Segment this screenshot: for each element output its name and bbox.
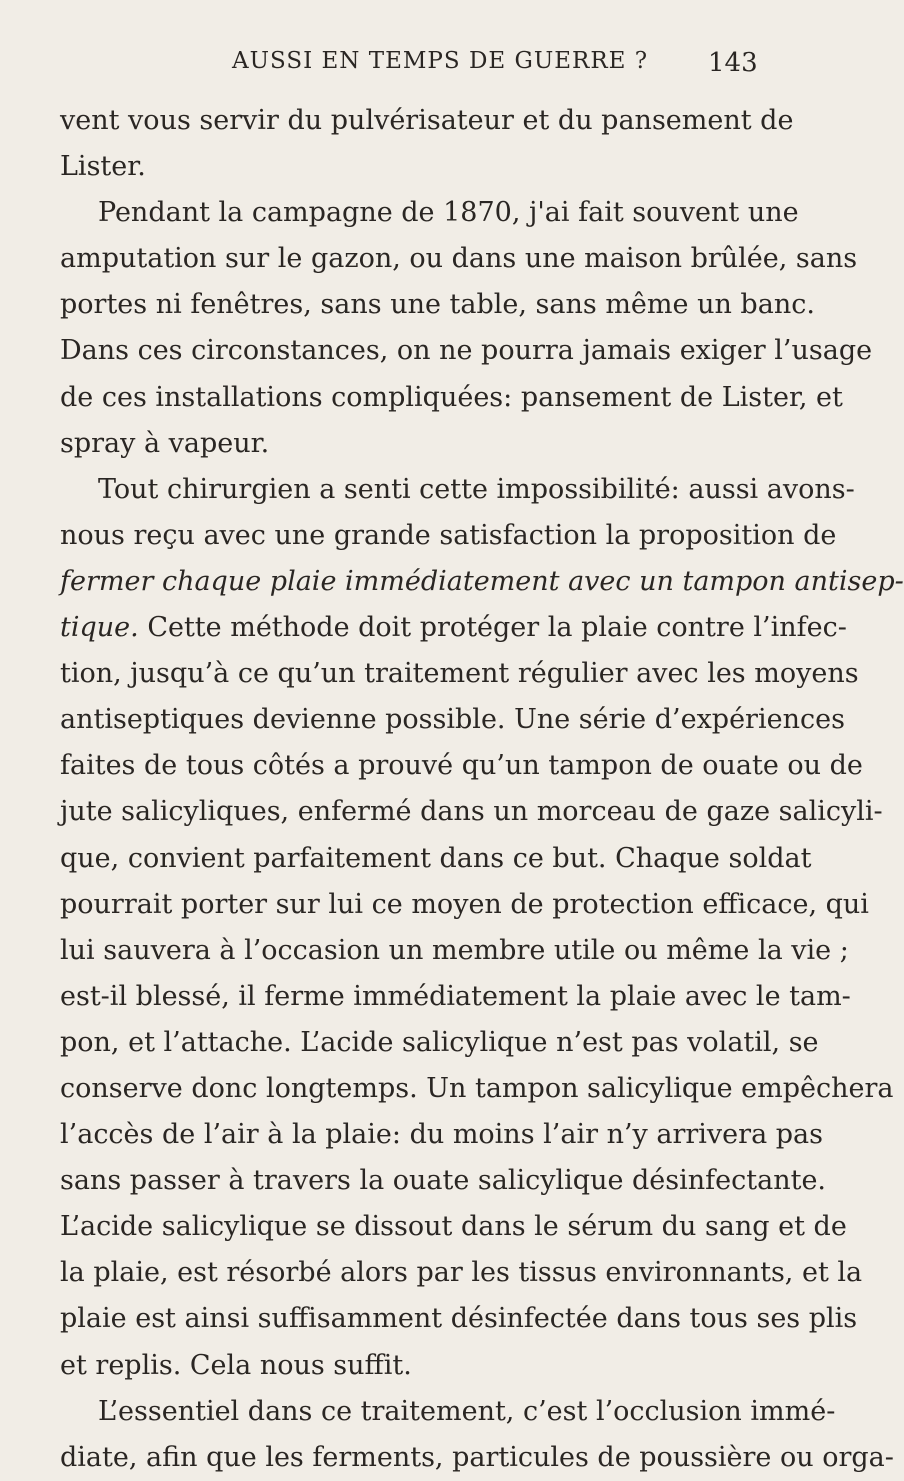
text-fragment: Cette méthode doit protéger la plaie contre l’infec- <box>138 612 847 644</box>
text-line: est-il blessé, il ferme immédiatement la plaie avec le tam- <box>60 980 851 1012</box>
text-line: la plaie, est résorbé alors par les tissus environnants, et la <box>60 1257 863 1289</box>
text-line: pon, et l’attache. L’acide salicylique n’est pas volatil, se <box>60 1026 819 1058</box>
body-text <box>60 98 904 1481</box>
text-line: sans passer à travers la ouate salicylique désinfectante. <box>60 1165 827 1197</box>
text-line: faites de tous côtés a prouvé qu’un tampon de ouate ou de <box>60 750 863 782</box>
text-line: diate, afin que les ferments, particules de poussière ou orga- <box>60 1441 894 1473</box>
running-title: AUSSI EN TEMPS DE GUERRE ? <box>232 48 649 74</box>
text-line: L’acide salicylique se dissout dans le sérum du sang et de <box>60 1211 847 1243</box>
text-line: nous reçu avec une grande satisfaction la proposition de <box>60 519 837 551</box>
text-line: pourrait porter sur lui ce moyen de protection efficace, qui <box>60 888 869 920</box>
text-line: l’accès de l’air à la plaie: du moins l’air n’y arrivera pas <box>60 1119 823 1151</box>
text-line: plaie est ainsi suffisamment désinfectée dans tous ses plis <box>60 1303 858 1335</box>
text-line: Pendant la campagne de 1870, j'ai fait souvent une <box>98 197 799 229</box>
text-line: L’essentiel dans ce traitement, c’est l’occlusion immé- <box>98 1395 836 1427</box>
text-line: Lister. <box>60 151 146 183</box>
text-line: et replis. Cela nous suffit. <box>60 1349 412 1381</box>
text-line: Dans ces circonstances, on ne pourra jamais exiger l’usage <box>60 335 873 367</box>
text-line: que, convient parfaitement dans ce but. Chaque soldat <box>60 842 812 874</box>
text-line: tion, jusqu’à ce qu’un traitement régulier avec les moyens <box>60 658 859 690</box>
text-line <box>60 605 847 651</box>
text-line: lui sauvera à l’occasion un membre utile ou même la vie ; <box>60 934 849 966</box>
text-line: spray à vapeur. <box>60 427 270 459</box>
text-line: fermer chaque plaie immédiatement avec un tampon antisep- <box>60 565 904 597</box>
text-line: amputation sur le gazon, ou dans une maison brûlée, sans <box>60 243 858 275</box>
running-head <box>60 48 760 84</box>
text-line: de ces installations compliquées: pansement de Lister, et <box>60 381 843 413</box>
italic-fragment: tique. <box>60 612 139 644</box>
text-line: conserve donc longtemps. Un tampon salicylique empêchera <box>60 1072 894 1104</box>
text-line: Tout chirurgien a senti cette impossibilité: aussi avons- <box>98 473 855 505</box>
text-line: vent vous servir du pulvérisateur et du pansement de <box>60 105 794 136</box>
text-line: portes ni fenêtres, sans une table, sans même un banc. <box>60 289 815 321</box>
text-line: antiseptiques devienne possible. Une série d’expériences <box>60 704 845 736</box>
text-line: jute salicyliques, enfermé dans un morceau de gaze salicyli- <box>60 796 883 828</box>
page-number: 143 <box>708 48 758 78</box>
